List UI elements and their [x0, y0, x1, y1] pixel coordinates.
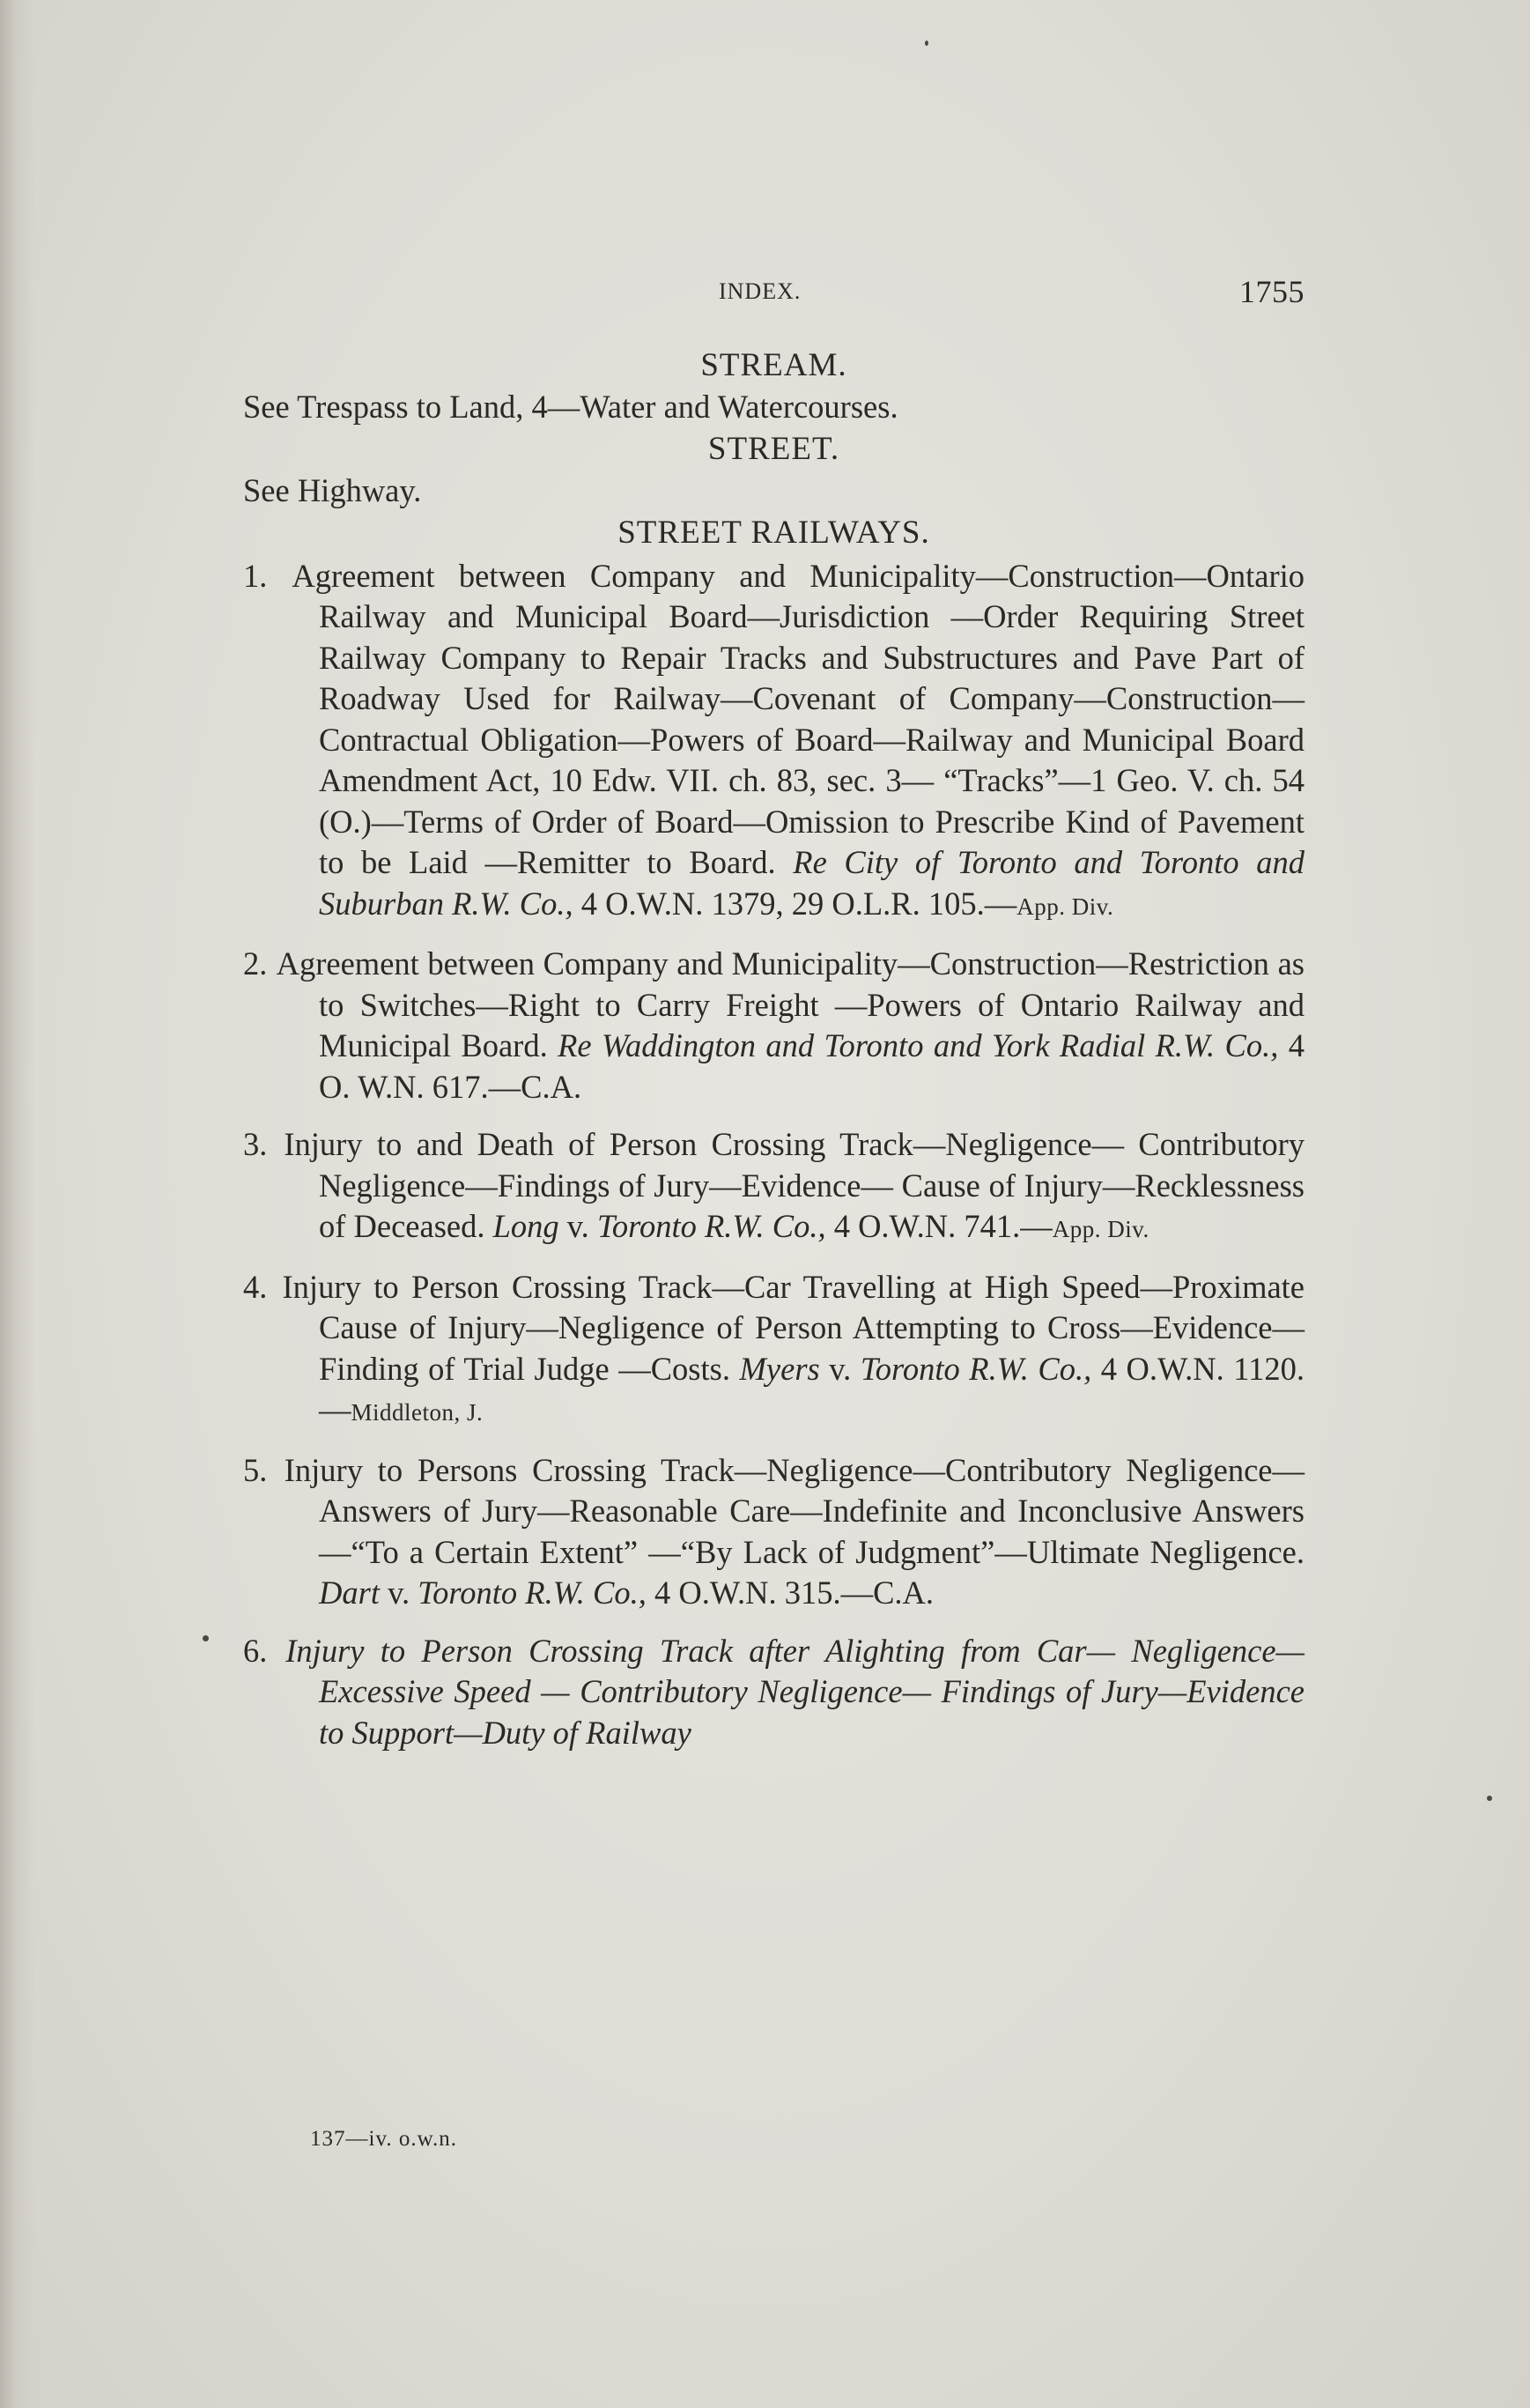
case-name-defendant: Toronto R.W. Co.,: [418, 1574, 647, 1611]
citation: 4 O.W.N. 1120.—: [319, 1350, 1305, 1427]
versus: v.: [566, 1208, 589, 1244]
case-name: Long: [492, 1208, 559, 1244]
case-name: Re City of Toronto and Toronto and Suburban R.W. Co.,: [319, 844, 1305, 922]
heading-street-railways: STREET RAILWAYS.: [617, 515, 930, 551]
citation: 4 O.W.N. 315.—C.A.: [654, 1574, 935, 1611]
entry-number: 4.: [243, 1268, 268, 1305]
index-entry: [243, 556, 1305, 928]
see-reference-stream: See Trespass to Land, 4—Water and Watercourses.: [243, 388, 898, 425]
entry-number: 3.: [243, 1126, 268, 1162]
entry-text: Injury to and Death of Person Crossing Track—Negligence— Contributory Negligence—Findings of Jury—Evidence— Cause of Injury—Recklessness of Deceased.: [284, 1126, 1305, 1244]
page-gutter-shadow: [0, 0, 35, 2408]
index-entry: [243, 1267, 1305, 1434]
index-entry: [243, 1124, 1305, 1250]
index-entry: [243, 1631, 1305, 1754]
case-name: Dart: [319, 1574, 380, 1611]
case-name-defendant: Toronto R.W. Co.,: [860, 1350, 1092, 1387]
versus: v.: [388, 1574, 410, 1611]
entry-text: Injury to Persons Crossing Track—Negligence—Contributory Negligence—Answers of Jury—Reasonable Care—Indefinite and Inconclusive Answers—“To a Certain Extent” —“By Lack of Judgment”—Ultimate Negligence.: [284, 1451, 1305, 1570]
entry-text: Agreement between Company and Municipality—Construction—Restriction as to Switches—Right to Carry Freight —Powers of Ontario Railway and Municipal Board.: [276, 945, 1305, 1063]
page-number: 1755: [1239, 274, 1305, 309]
entry-number: 2.: [243, 945, 268, 982]
entry-number: 5.: [243, 1451, 268, 1488]
citation: 4 O. W.N. 617.—C.A.: [319, 1027, 1305, 1105]
index-content: [243, 345, 1305, 1753]
running-header: [243, 273, 1305, 317]
case-name: Re Waddington and Toronto and York Radial R.W. Co.,: [558, 1027, 1279, 1063]
heading-street: STREET.: [707, 431, 840, 467]
heading-stream: STREAM.: [700, 347, 847, 383]
entry-text: Agreement between Company and Municipality—Construction—Ontario Railway and Municipal Board—Jurisdiction —Order Requiring Street Railway Company to Repair Tracks and Substructures and Pave Part of Roadway Used for Railway—Covenant of Company—Construction—Contractual Obligation—Powers of Board—Railway and Municipal Board Amendment Act, 10 Edw. VII. ch. 83, sec. 3— “Tracks”—1 Geo. V. ch. 54 (O.)—Terms of Order of Board—Omission to Prescribe Kind of Pavement to be Laid —Remitter to Board.: [292, 557, 1305, 880]
ink-speck: [1487, 1796, 1492, 1801]
versus: v.: [829, 1350, 852, 1387]
running-title: INDEX.: [719, 278, 802, 304]
case-name-defendant: Toronto R.W. Co.,: [596, 1208, 826, 1244]
court: App. Div.: [1052, 1216, 1149, 1242]
see-reference-street: See Highway.: [243, 471, 422, 508]
court: Middleton, J.: [351, 1399, 484, 1426]
ink-speck: [925, 41, 928, 46]
entry-number: 6.: [243, 1632, 268, 1669]
entry-text: Injury to Person Crossing Track after Alighting from Car— Negligence—Excessive Speed — Contributory Negligence— Findings of Jury—Evidence to Support—Duty of Railway: [285, 1632, 1305, 1751]
citation: 4 O.W.N. 741.—: [833, 1208, 1053, 1244]
ink-speck: [203, 1635, 209, 1641]
court: App. Div.: [1016, 893, 1114, 920]
entry-number: 1.: [243, 557, 268, 594]
citation: 4 O.W.N. 1379, 29 O.L.R. 105.—: [580, 885, 1017, 922]
index-entry: [243, 944, 1305, 1108]
case-name: Myers: [739, 1350, 820, 1387]
index-entry: [243, 1450, 1305, 1614]
entry-text: Injury to Person Crossing Track—Car Travelling at High Speed—Proximate Cause of Injury—Negligence of Person Attempting to Cross—Evidence—Finding of Trial Judge —Costs.: [282, 1268, 1305, 1387]
signature-mark: 137—iv. o.w.n.: [310, 2127, 458, 2151]
